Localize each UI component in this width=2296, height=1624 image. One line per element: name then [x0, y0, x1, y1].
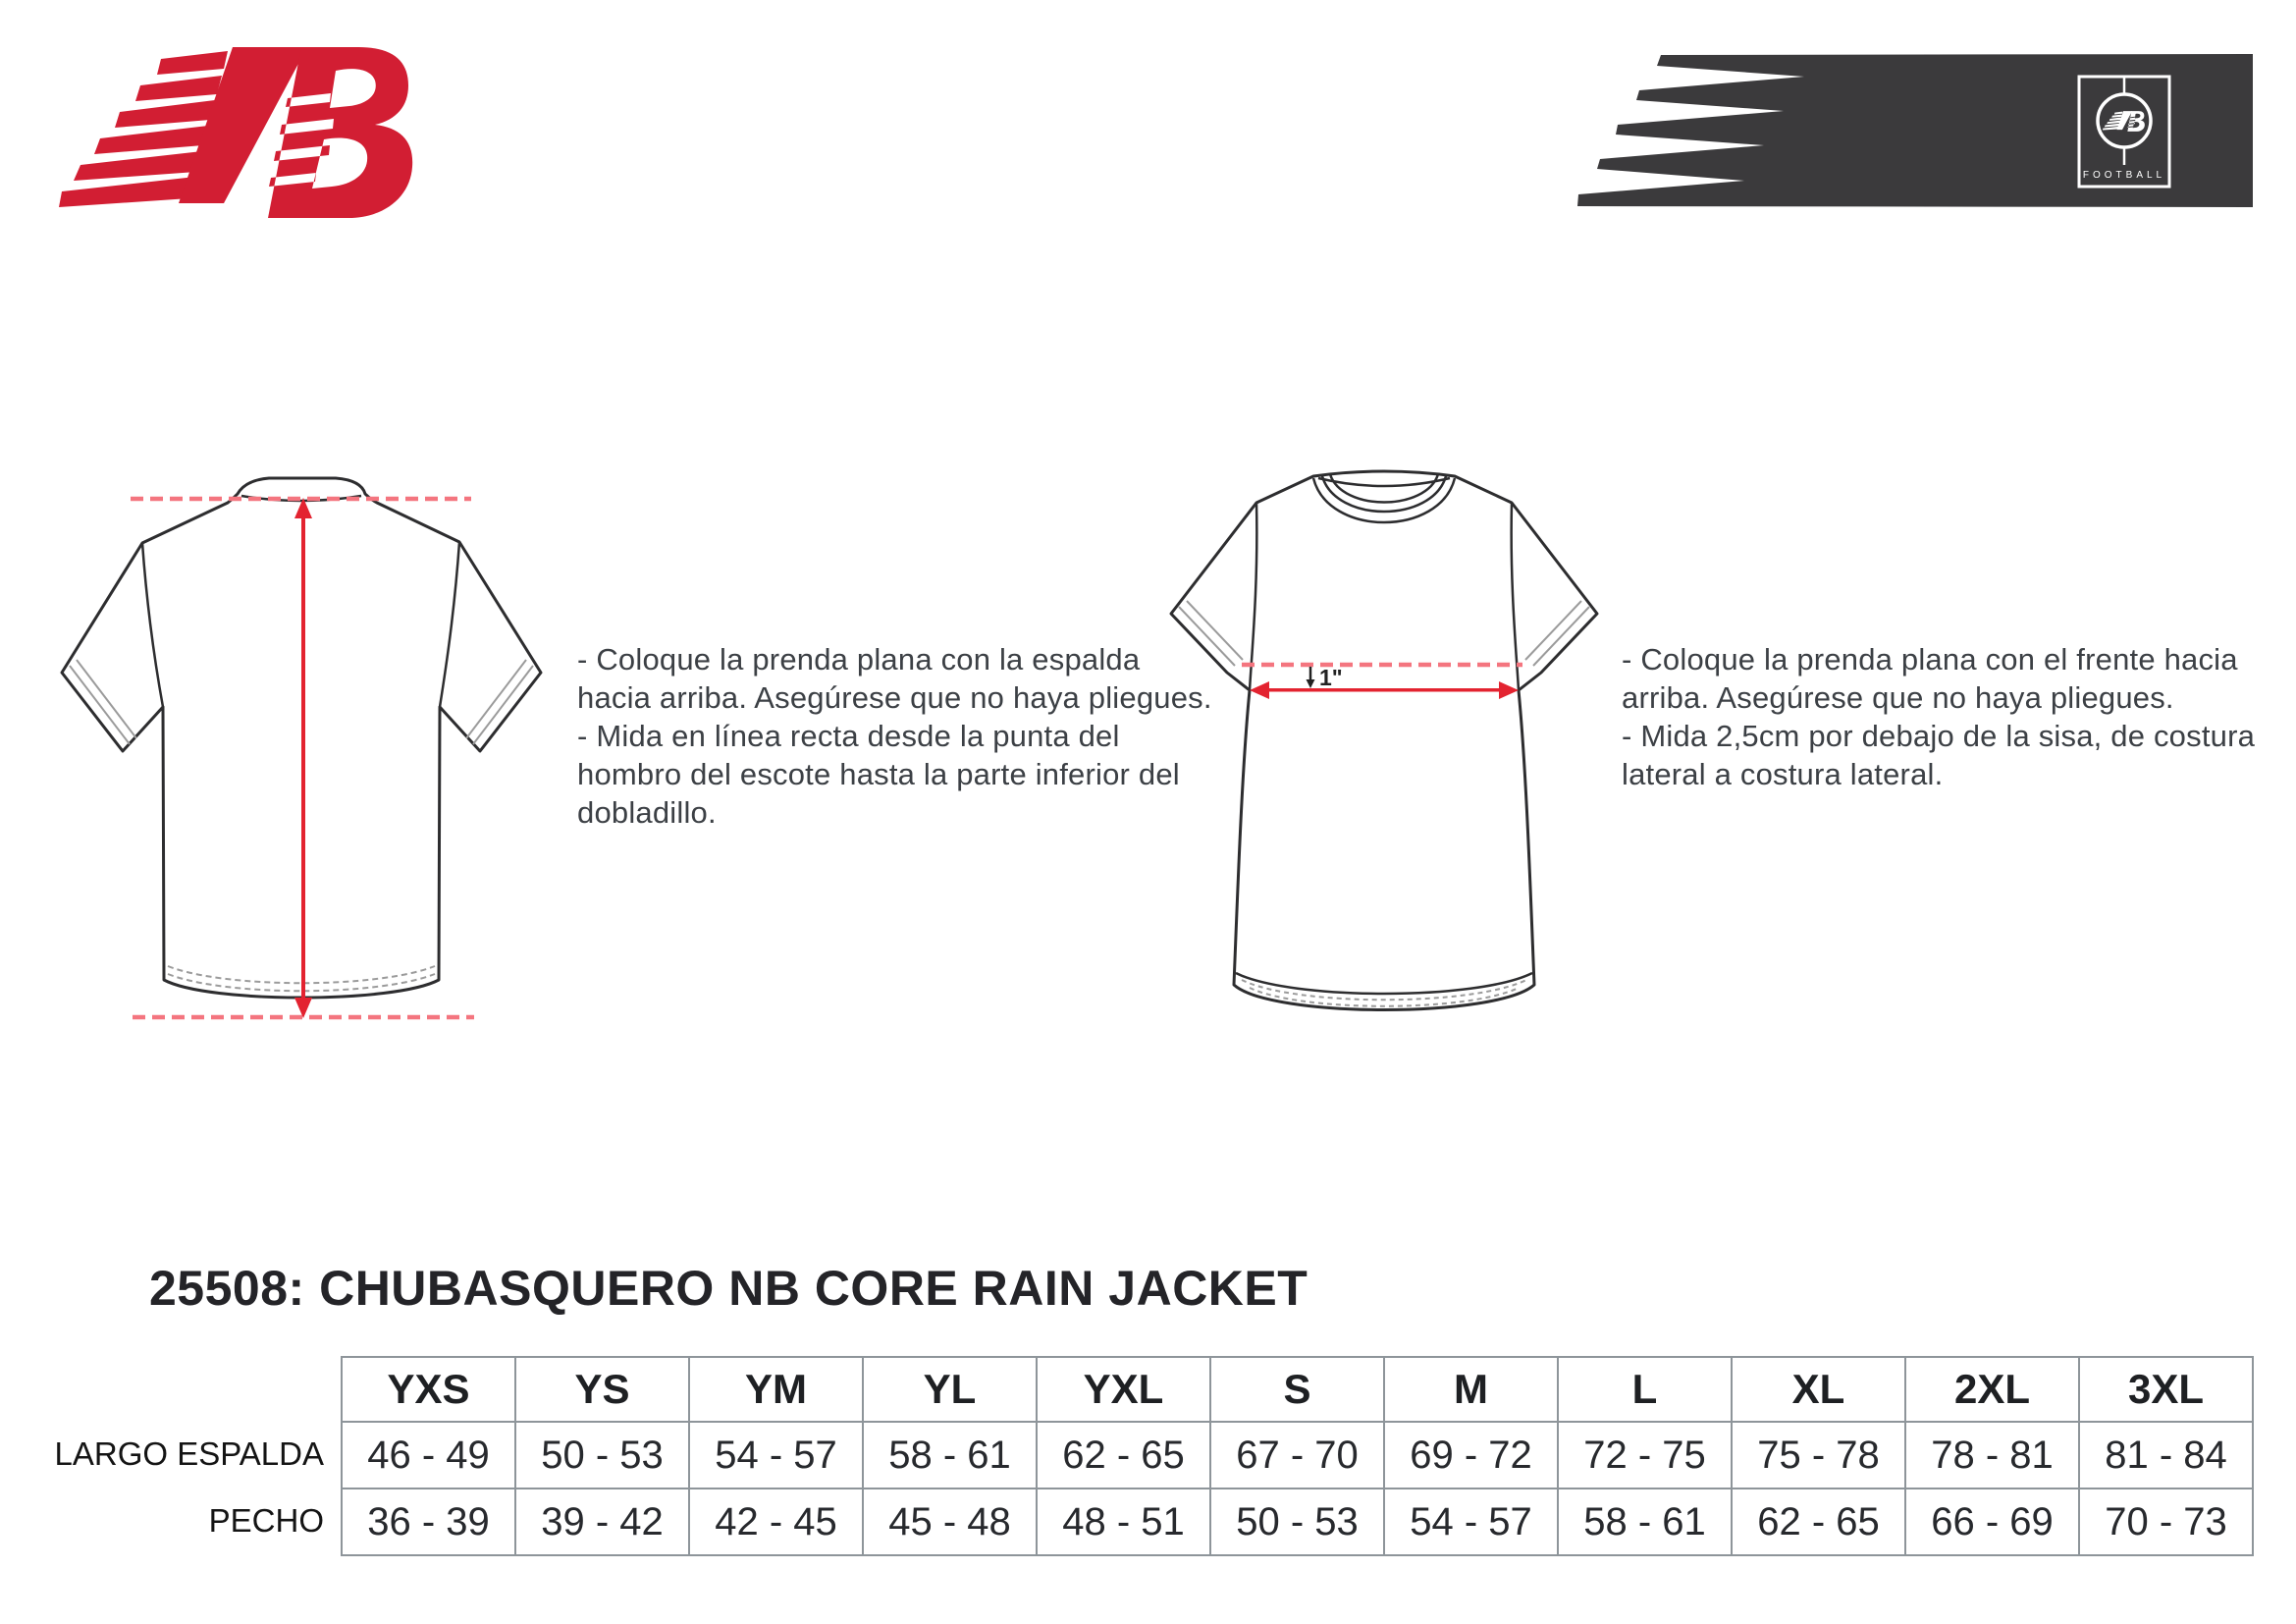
size-value: 66 - 69 [1905, 1489, 2079, 1555]
size-column-header: 2XL [1905, 1357, 2079, 1422]
instruction-line: lateral a costura lateral. [1622, 757, 1944, 791]
size-value: 72 - 75 [1558, 1422, 1732, 1489]
instruction-line: arriba. Asegúrese que no haya pliegues. [1622, 680, 2174, 715]
size-table-header-row [342, 1357, 2253, 1422]
size-value: 81 - 84 [2079, 1422, 2253, 1489]
football-label: FOOTBALL [2082, 170, 2166, 181]
instruction-line: hacia arriba. Asegúrese que no haya pliegues. [577, 680, 1212, 715]
size-value: 78 - 81 [1905, 1422, 2079, 1489]
instruction-line: - Coloque la prenda plana con la espalda [577, 642, 1141, 677]
size-value: 75 - 78 [1732, 1422, 1905, 1489]
back-measure-instructions [577, 640, 1245, 832]
product-title: 25508: CHUBASQUERO NB CORE RAIN JACKET [149, 1261, 1308, 1316]
size-column-header: XL [1732, 1357, 1905, 1422]
row-label-largo-espalda: LARGO ESPALDA [54, 1435, 324, 1472]
size-value: 62 - 65 [1037, 1422, 1210, 1489]
size-value: 69 - 72 [1384, 1422, 1558, 1489]
size-column-header: YL [863, 1357, 1037, 1422]
new-balance-logo [59, 29, 422, 221]
size-value: 50 - 53 [515, 1422, 689, 1489]
size-value: 50 - 53 [1210, 1489, 1384, 1555]
size-value: 48 - 51 [1037, 1489, 1210, 1555]
size-value: 54 - 57 [689, 1422, 863, 1489]
front-measure-instructions [1622, 640, 2269, 793]
size-table [341, 1356, 2254, 1556]
instruction-line: - Mida en línea recta desde la punta del [577, 719, 1120, 753]
size-value: 42 - 45 [689, 1489, 863, 1555]
size-column-header: YXL [1037, 1357, 1210, 1422]
size-column-header: YS [515, 1357, 689, 1422]
size-column-header: S [1210, 1357, 1384, 1422]
size-value: 58 - 61 [1558, 1489, 1732, 1555]
chest-width-diagram [1163, 466, 1605, 1041]
one-inch-label: 1" [1319, 665, 1343, 690]
size-column-header: YM [689, 1357, 863, 1422]
table-row-pecho [342, 1489, 2253, 1555]
size-value: 58 - 61 [863, 1422, 1037, 1489]
size-value: 46 - 49 [342, 1422, 515, 1489]
instruction-line: - Coloque la prenda plana con el frente hacia [1622, 642, 2238, 677]
back-length-diagram [49, 461, 560, 1041]
size-column-header: YXS [342, 1357, 515, 1422]
table-row-largo-espalda [342, 1422, 2253, 1489]
instruction-line: hombro del escote hasta la parte inferior del [577, 757, 1180, 791]
size-column-header: 3XL [2079, 1357, 2253, 1422]
size-value: 54 - 57 [1384, 1489, 1558, 1555]
instruction-line: - Mida 2,5cm por debajo de la sisa, de costura [1622, 719, 2256, 753]
row-label-pecho: PECHO [208, 1501, 324, 1539]
size-value: 45 - 48 [863, 1489, 1037, 1555]
size-value: 39 - 42 [515, 1489, 689, 1555]
size-column-header: L [1558, 1357, 1732, 1422]
tshirt-front-outline [1171, 471, 1597, 1010]
size-value: 70 - 73 [2079, 1489, 2253, 1555]
football-banner [1571, 49, 2258, 214]
size-column-header: M [1384, 1357, 1558, 1422]
size-value: 62 - 65 [1732, 1489, 1905, 1555]
instruction-line: dobladillo. [577, 795, 717, 830]
size-value: 36 - 39 [342, 1489, 515, 1555]
size-value: 67 - 70 [1210, 1422, 1384, 1489]
